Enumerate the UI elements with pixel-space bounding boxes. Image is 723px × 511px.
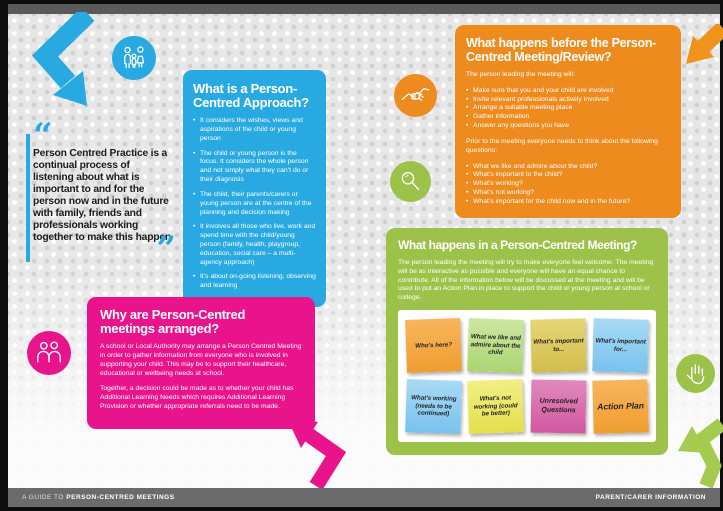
footer-guide-label (22, 494, 175, 501)
approach-bullet: • The child or young person is the focus. It considers the whole person and not simply what they can’t do or their diagnosis (193, 150, 316, 185)
hand-icon (676, 354, 715, 393)
sticky-note-important-for: What's important for... (592, 318, 649, 372)
why-arranged-para2: Together, a decision could be made as to whether your child has Additional Learning Needs which requires Additional Learning Provision or whether appropriate referrals need to be made. (100, 385, 294, 411)
open-quote-icon: “ (33, 116, 53, 156)
before-meeting-prior-text: Prior to the meeting everyone needs to think about the following questions: (466, 137, 658, 154)
quote-text: Person Centred Practice is a continual process of listening about what is important to and for the person now and in the future with family, friends and professionals working together to make this happen (33, 148, 172, 243)
approach-bullet: • It involves all those who live, work and spend time with the child/young person (family, health, playgroup, education, social care – a multi-agency approach) (193, 223, 316, 267)
before-bullet: • Make sure that you and your child are involved (466, 87, 670, 96)
sticky-note-important-to: What's important to... (530, 318, 587, 372)
sticky-note-panel (398, 310, 656, 442)
before-bullet: • Invite relevant professionals actively involved (466, 96, 670, 105)
sticky-note-action-plan: Action Plan (592, 379, 649, 433)
approach-box (183, 70, 326, 307)
before-question: • What we like and admire about the child? (466, 163, 670, 172)
before-question: • What’s working? (466, 180, 670, 189)
before-bullet: • Arrange a suitable meeting place (466, 104, 670, 113)
before-meeting-bullet-list (466, 87, 670, 131)
approach-bullet: • It’s about on-going listening, observing and learning (193, 273, 316, 291)
footer-left-prefix: A GUIDE TO (22, 494, 67, 501)
before-meeting-title: What happens before the Person-Centred Meeting/Review? (466, 36, 657, 64)
sticky-note-whats-working: What's working (needs to be continued) (405, 379, 462, 434)
approach-bullet: • It considers the wishes, views and aspirations of the child or young person (193, 117, 316, 143)
before-meeting-intro: The person leading the meeting will: (466, 71, 575, 78)
magnifier-icon (390, 161, 431, 202)
before-bullet: • Answer any questions you have (466, 122, 670, 131)
before-question: • What’s not working? (466, 189, 670, 198)
top-border-bar (8, 4, 720, 14)
approach-bullet-list (193, 117, 316, 291)
footer-bar (8, 488, 720, 507)
footer-left-title: PERSON-CENTRED MEETINGS (66, 494, 175, 501)
sticky-note-unresolved: Unresolved Questions (530, 380, 586, 434)
sticky-note-like-admire: What we like and admire about the child (467, 318, 524, 373)
handshake-icon (394, 74, 437, 117)
close-quote-icon: ” (156, 229, 176, 270)
green-zigzag-arrow (672, 408, 723, 488)
before-meeting-question-list (466, 163, 670, 207)
why-arranged-para1: A school or Local Authority may arrange a Person Centred Meeting in order to gather information from everyone who is involved in supporting your child. This may be to support their healthcare, educational or wellbeing needs at school. (100, 343, 302, 377)
quote-accent-bar (26, 134, 30, 262)
why-arranged-title: Why are Person-Centred meetings arranged? (100, 307, 246, 337)
before-meeting-box (455, 25, 681, 218)
sticky-note-not-working: What's not working (could be better) (467, 379, 524, 434)
parents-icon (27, 331, 71, 375)
approach-bullet: • The child, their parents/carers or young person are at the centre of the planning and decision making (193, 191, 316, 217)
why-arranged-box (87, 297, 315, 429)
meeting-box (386, 228, 668, 455)
footer-audience-label: PARENT/CARER INFORMATION (595, 494, 706, 501)
approach-box-title: What is a Person-Centred Approach? (193, 81, 309, 111)
cyan-zigzag-arrow (28, 12, 110, 112)
before-bullet: • Gather information (466, 113, 670, 122)
sticky-note-whos-here: Who's here? (405, 318, 462, 373)
orange-arrow (678, 24, 723, 84)
before-question: • What’s important to the child? (466, 171, 670, 180)
meeting-box-title: What happens in a Person-Centred Meeting? (398, 238, 637, 252)
quote-block (26, 116, 176, 270)
family-icon (112, 36, 156, 80)
meeting-box-intro: The person leading the meeting will try to make everyone feel welcome. The meeting will be as interactive as possible and everyone will have an equal chance to contribute. All of the information below will be discussed at the meeting and will be used to put an Action Plan in place to support the child or young person at school or college. (398, 258, 654, 302)
before-question: • What’s important for the child now and in the future? (466, 198, 670, 207)
